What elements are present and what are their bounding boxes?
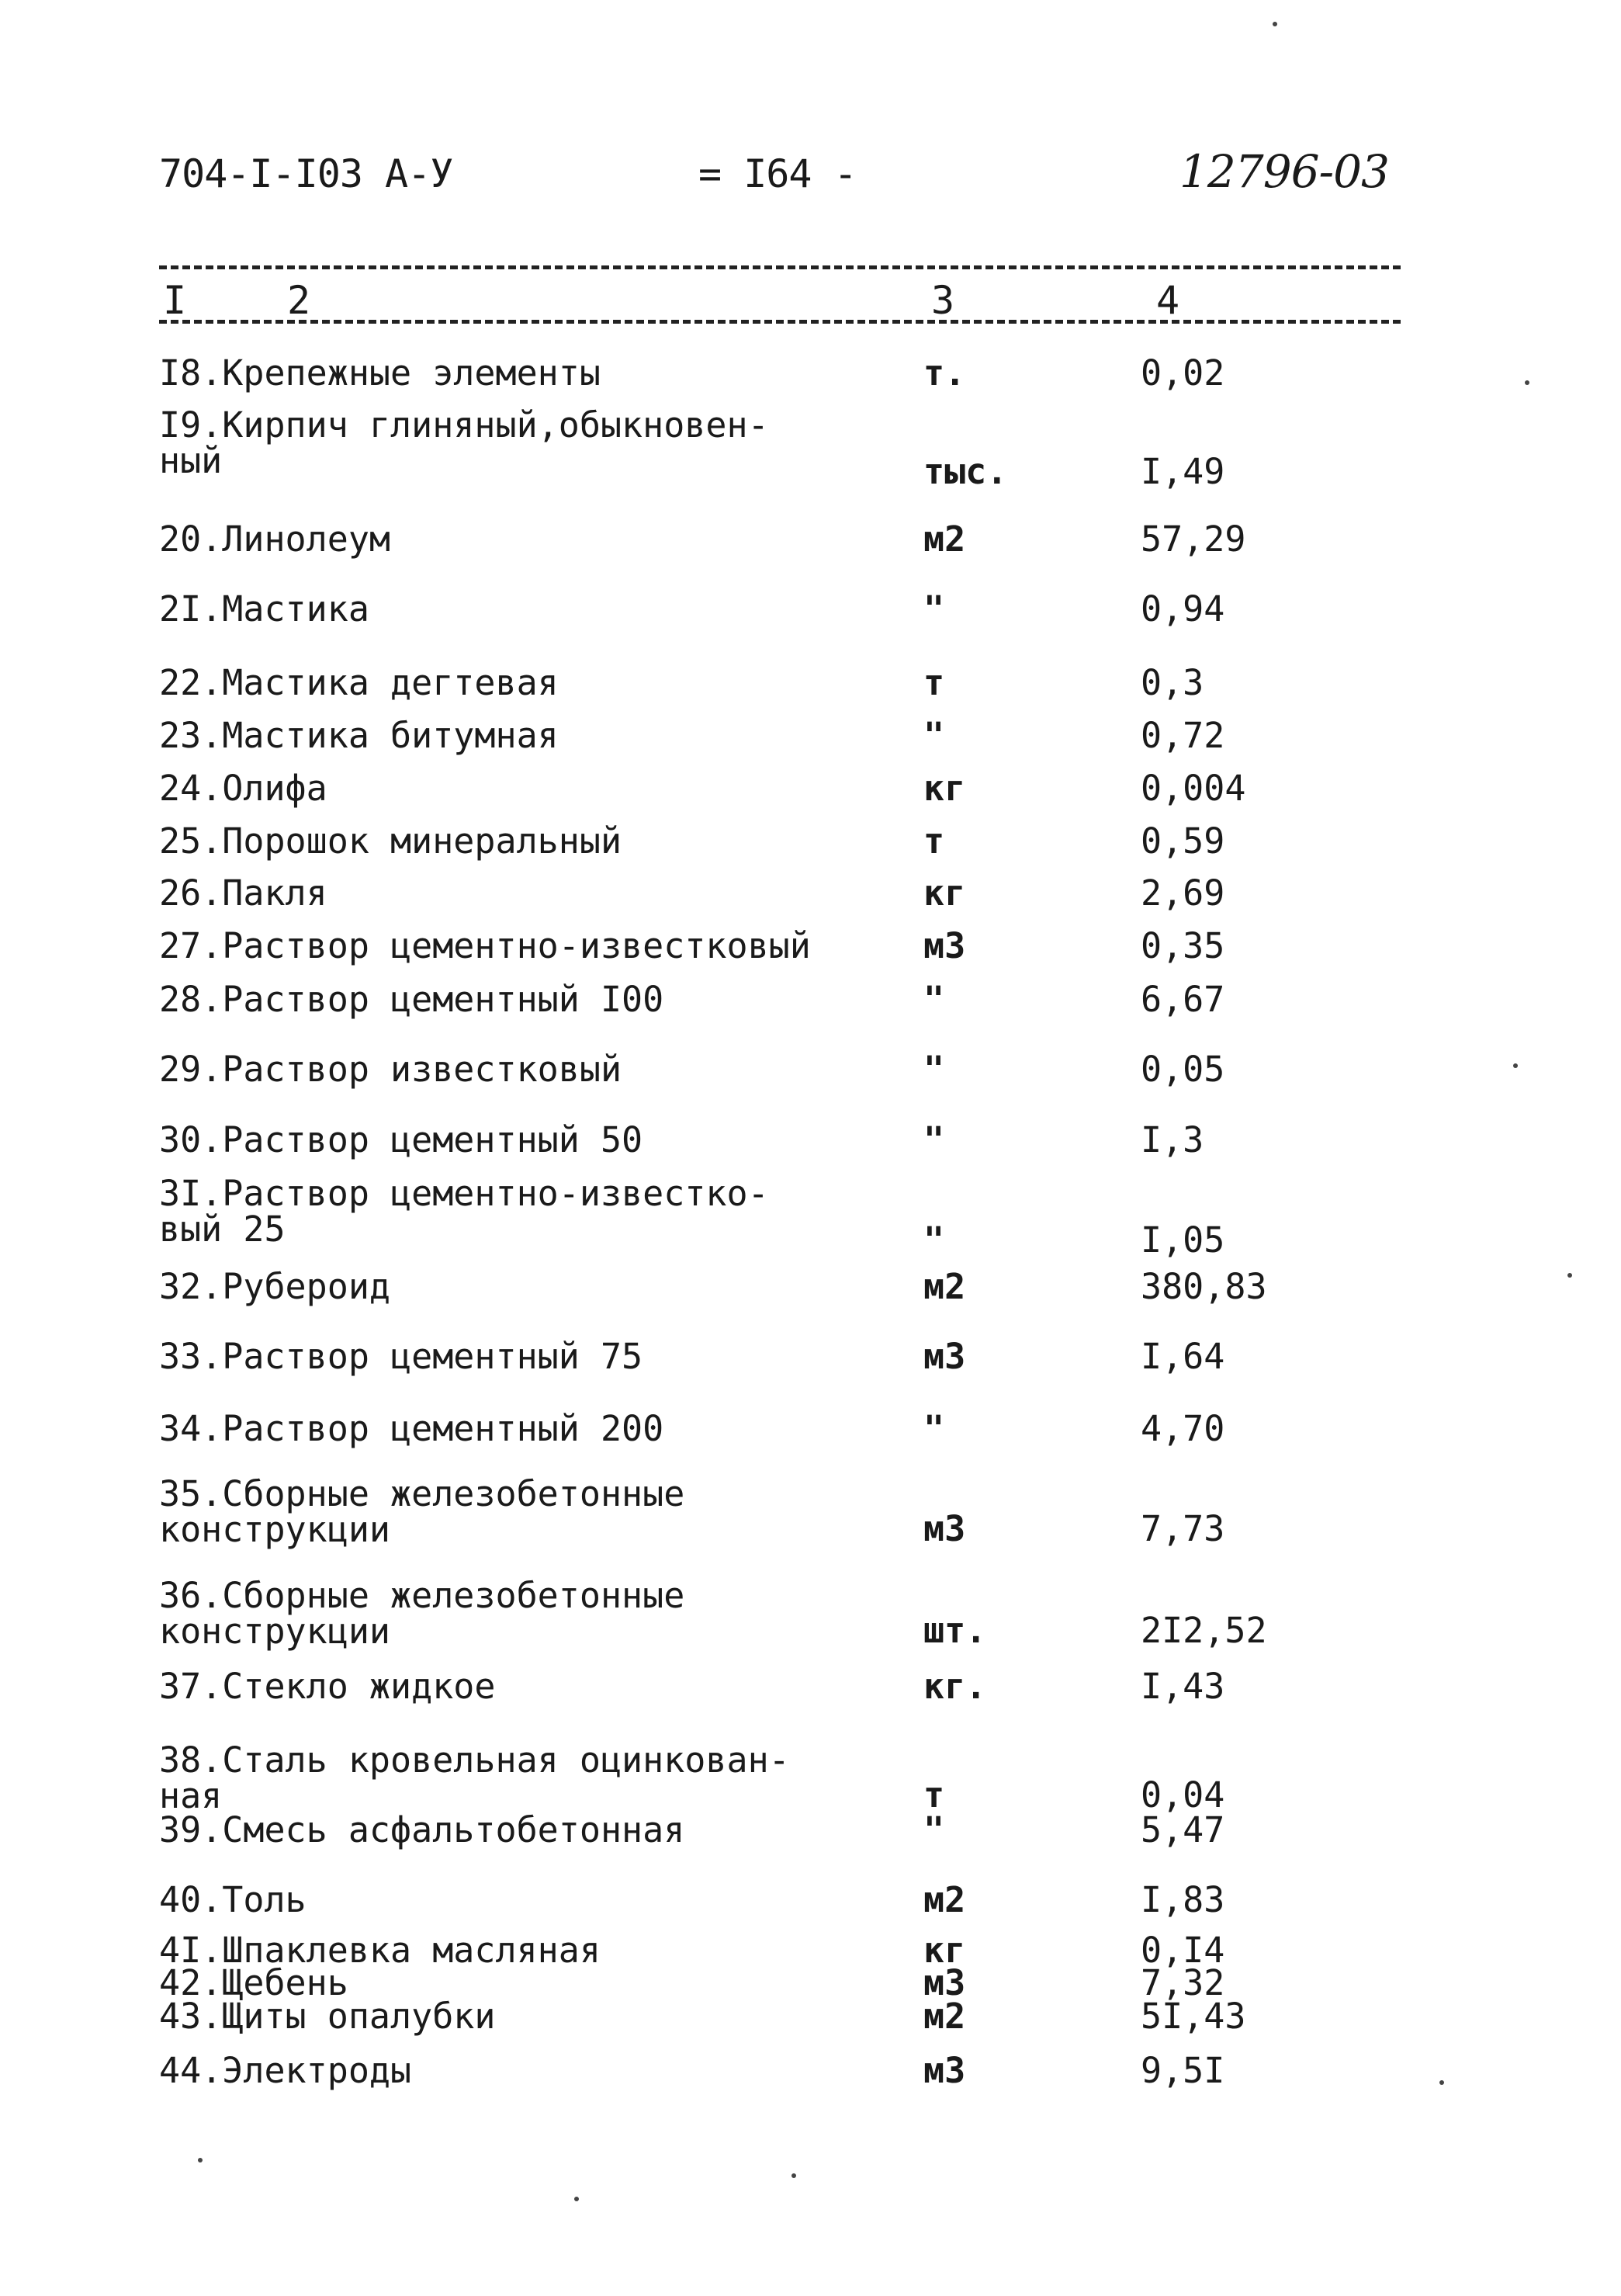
material-name: 3I.Раствор цементно-известко- вый 25 — [159, 1173, 769, 1250]
material-name: 26.Пакля — [159, 872, 327, 914]
scan-speck — [1567, 1273, 1572, 1278]
material-unit: м2 — [923, 1266, 966, 1307]
material-name: 37.Стекло жидкое — [159, 1666, 496, 1707]
material-quantity: I,49 — [1141, 451, 1225, 492]
material-quantity: 57,29 — [1141, 519, 1246, 560]
material-name: 34.Раствор цементный 200 — [159, 1408, 664, 1449]
material-unit: кг. — [923, 1666, 987, 1707]
material-quantity: 0,59 — [1141, 820, 1225, 862]
material-quantity: 0,I4 — [1141, 1930, 1225, 1971]
material-name: I8.Крепежные элементы — [159, 352, 601, 394]
scan-speck — [791, 2173, 796, 2178]
material-name: 29.Раствор известковый — [159, 1049, 622, 1090]
page-number: = I64 - — [698, 151, 857, 196]
column-header-2: 2 — [287, 278, 311, 323]
material-quantity: I,64 — [1141, 1336, 1225, 1377]
material-quantity: I,05 — [1141, 1219, 1225, 1261]
material-unit: шт. — [923, 1610, 987, 1651]
material-name: 27.Раствор цементно-известковый — [159, 925, 811, 966]
material-name: 23.Мастика битумная — [159, 715, 559, 756]
material-unit: " — [923, 1809, 945, 1850]
material-unit: м2 — [923, 519, 966, 560]
column-header-1: I — [163, 278, 187, 323]
material-unit: т — [923, 1774, 945, 1816]
material-name: 30.Раствор цементный 50 — [159, 1119, 643, 1160]
material-quantity: 0,04 — [1141, 1774, 1225, 1816]
material-quantity: I,43 — [1141, 1666, 1225, 1707]
material-name: 43.Щиты опалубки — [159, 1996, 496, 2037]
material-unit: " — [923, 588, 945, 629]
material-name: 24.Олифа — [159, 768, 327, 809]
material-quantity: 0,004 — [1141, 768, 1246, 809]
material-quantity: 5,47 — [1141, 1809, 1225, 1850]
material-unit: м3 — [923, 1962, 966, 2003]
material-unit: " — [923, 1408, 945, 1449]
material-quantity: I,83 — [1141, 1879, 1225, 1920]
scan-speck — [574, 2197, 579, 2201]
page-header — [159, 145, 1416, 206]
material-unit: кг — [923, 872, 966, 914]
material-unit: " — [923, 979, 945, 1020]
header-rule-top — [159, 265, 1401, 269]
material-unit: т. — [923, 352, 966, 394]
material-quantity: 4,70 — [1141, 1408, 1225, 1449]
material-name: 42.Щебень — [159, 1962, 348, 2003]
material-unit: м3 — [923, 925, 966, 966]
scan-speck — [198, 2158, 203, 2162]
material-unit: т — [923, 820, 945, 862]
material-name: 44.Электроды — [159, 2050, 412, 2091]
scan-speck — [1525, 380, 1529, 385]
material-name: 22.Мастика дегтевая — [159, 662, 559, 703]
material-unit: м3 — [923, 1508, 966, 1549]
column-header-3: 3 — [931, 278, 955, 323]
material-name: 28.Раствор цементный I00 — [159, 979, 664, 1020]
material-quantity: I,3 — [1141, 1119, 1204, 1160]
material-unit: кг — [923, 1930, 966, 1971]
material-unit: тыс. — [923, 451, 1008, 492]
material-name: I9.Кирпич глиняный,обыкновен- ный — [159, 404, 769, 481]
material-name: 2I.Мастика — [159, 588, 369, 629]
inventory-number: 12796-03 — [1179, 145, 1389, 198]
scan-speck — [1273, 22, 1277, 26]
material-unit: м3 — [923, 1336, 966, 1377]
material-unit: м2 — [923, 1879, 966, 1920]
material-unit: кг — [923, 768, 966, 809]
scan-speck — [1513, 1063, 1518, 1068]
material-name: 33.Раствор цементный 75 — [159, 1336, 643, 1377]
material-name: 4I.Шпаклевка масляная — [159, 1930, 601, 1971]
material-quantity: 6,67 — [1141, 979, 1225, 1020]
material-name: 38.Сталь кровельная оцинкован- ная — [159, 1739, 790, 1816]
material-quantity: 7,73 — [1141, 1508, 1225, 1549]
material-quantity: 0,72 — [1141, 715, 1225, 756]
material-quantity: 5I,43 — [1141, 1996, 1246, 2037]
material-quantity: 0,05 — [1141, 1049, 1225, 1090]
material-name: 25.Порошок минеральный — [159, 820, 622, 862]
material-unit: м2 — [923, 1996, 966, 2037]
column-header-4: 4 — [1156, 278, 1180, 323]
material-name: 36.Сборные железобетонные конструкции — [159, 1575, 685, 1652]
material-unit: " — [923, 1119, 945, 1160]
material-quantity: 7,32 — [1141, 1962, 1225, 2003]
material-unit: т — [923, 662, 945, 703]
material-name: 20.Линолеум — [159, 519, 391, 560]
material-name: 35.Сборные железобетонные конструкции — [159, 1473, 685, 1550]
material-unit: м3 — [923, 2050, 966, 2091]
material-name: 40.Толь — [159, 1879, 307, 1920]
material-quantity: 9,5I — [1141, 2050, 1225, 2091]
material-unit: " — [923, 1049, 945, 1090]
material-unit: " — [923, 1219, 945, 1261]
material-name: 32.Рубероид — [159, 1266, 391, 1307]
document-code: 704-I-I03 А-У — [159, 151, 453, 196]
material-quantity: 0,3 — [1141, 662, 1204, 703]
material-quantity: 2I2,52 — [1141, 1610, 1267, 1651]
material-unit: " — [923, 715, 945, 756]
scan-speck — [1439, 2080, 1444, 2085]
material-quantity: 0,94 — [1141, 588, 1225, 629]
header-rule-bottom — [159, 320, 1401, 324]
material-name: 39.Смесь асфальтобетонная — [159, 1809, 685, 1850]
material-quantity: 380,83 — [1141, 1266, 1267, 1307]
material-quantity: 2,69 — [1141, 872, 1225, 914]
material-quantity: 0,35 — [1141, 925, 1225, 966]
material-quantity: 0,02 — [1141, 352, 1225, 394]
